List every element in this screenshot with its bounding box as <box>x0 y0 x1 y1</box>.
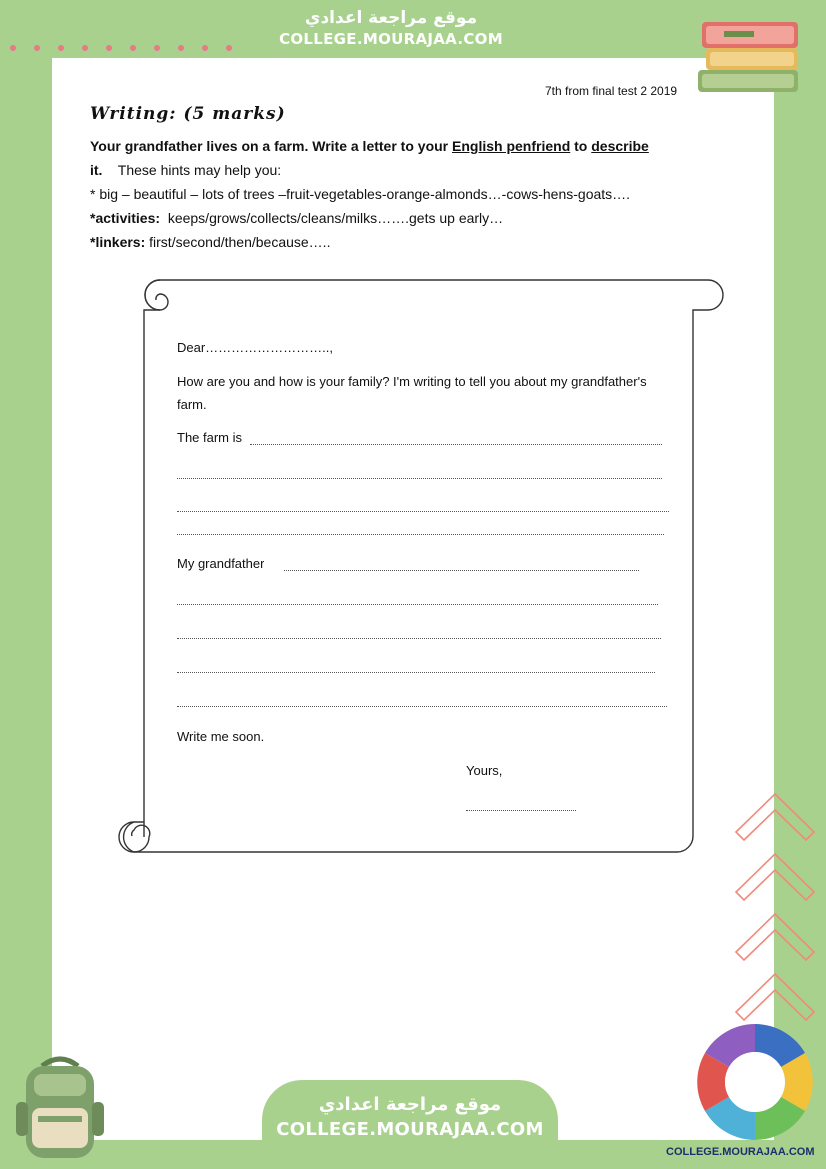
frame-left <box>0 0 52 1169</box>
site-banner-top <box>262 0 520 58</box>
writing-line[interactable] <box>177 478 662 479</box>
letter-closing: Write me soon. <box>177 729 265 744</box>
instruction-keyword-describe: describe <box>591 138 649 154</box>
instruction-text: it. <box>90 162 103 178</box>
hints-intro: These hints may help you: <box>117 162 282 178</box>
instruction-keyword-penfriend: English penfriend <box>452 138 571 154</box>
linkers-text: first/second/then/because….. <box>149 234 331 250</box>
books-icon <box>694 12 806 98</box>
letter-signoff: Yours, <box>466 763 503 778</box>
section-heading: Writing: (5 marks) <box>90 104 286 124</box>
writing-line[interactable] <box>177 604 658 605</box>
chevron-up-icon <box>732 790 818 1050</box>
activities-text: keeps/grows/collects/cleans/milks…….gets up early… <box>167 210 504 226</box>
linkers-label: *linkers: <box>90 234 146 250</box>
hints-line: * big – beautiful – lots of trees –fruit-vegetables-orange-almonds…-cows-hens-goats…. <box>90 186 631 202</box>
writing-line[interactable] <box>177 638 661 639</box>
instruction-text: to <box>570 138 592 154</box>
letter-opening-line-2: farm. <box>177 397 207 412</box>
farm-prompt: The farm is <box>177 430 243 445</box>
instruction-line-2 <box>90 158 730 182</box>
letter-greeting: Dear……………………….., <box>177 340 334 355</box>
writing-line[interactable] <box>177 511 669 512</box>
site-name-arabic: موقع مراجعة اعدادي <box>304 8 478 28</box>
writing-line[interactable] <box>250 444 662 445</box>
writing-line[interactable] <box>177 672 655 673</box>
writing-line[interactable] <box>284 570 639 571</box>
linkers-line <box>90 230 730 254</box>
test-label: 7th from final test 2 2019 <box>545 84 678 98</box>
subjects-wheel-icon <box>692 1020 818 1144</box>
writing-line[interactable] <box>177 534 664 535</box>
site-url[interactable]: COLLEGE.MOURAJAA.COM <box>279 30 503 48</box>
instruction-text: Your grandfather lives on a farm. Write a letter to your <box>90 138 453 154</box>
instruction-line-1 <box>90 134 730 158</box>
activities-line <box>90 206 730 230</box>
site-name-arabic: موقع مراجعة اعدادي <box>318 1094 502 1115</box>
grandfather-prompt: My grandfather <box>177 556 265 571</box>
backpack-icon <box>8 1052 112 1164</box>
site-banner-bottom <box>262 1080 558 1169</box>
decorative-dots <box>10 45 240 51</box>
site-url[interactable]: COLLEGE.MOURAJAA.COM <box>276 1119 544 1140</box>
activities-label: *activities: <box>90 210 161 226</box>
signature-line[interactable] <box>466 810 576 811</box>
letter-opening-line-1: How are you and how is your family? I'm writing to tell you about my grandfather's <box>177 374 647 389</box>
logo-url[interactable]: COLLEGE.MOURAJAA.COM <box>666 1146 815 1158</box>
writing-line[interactable] <box>177 706 667 707</box>
